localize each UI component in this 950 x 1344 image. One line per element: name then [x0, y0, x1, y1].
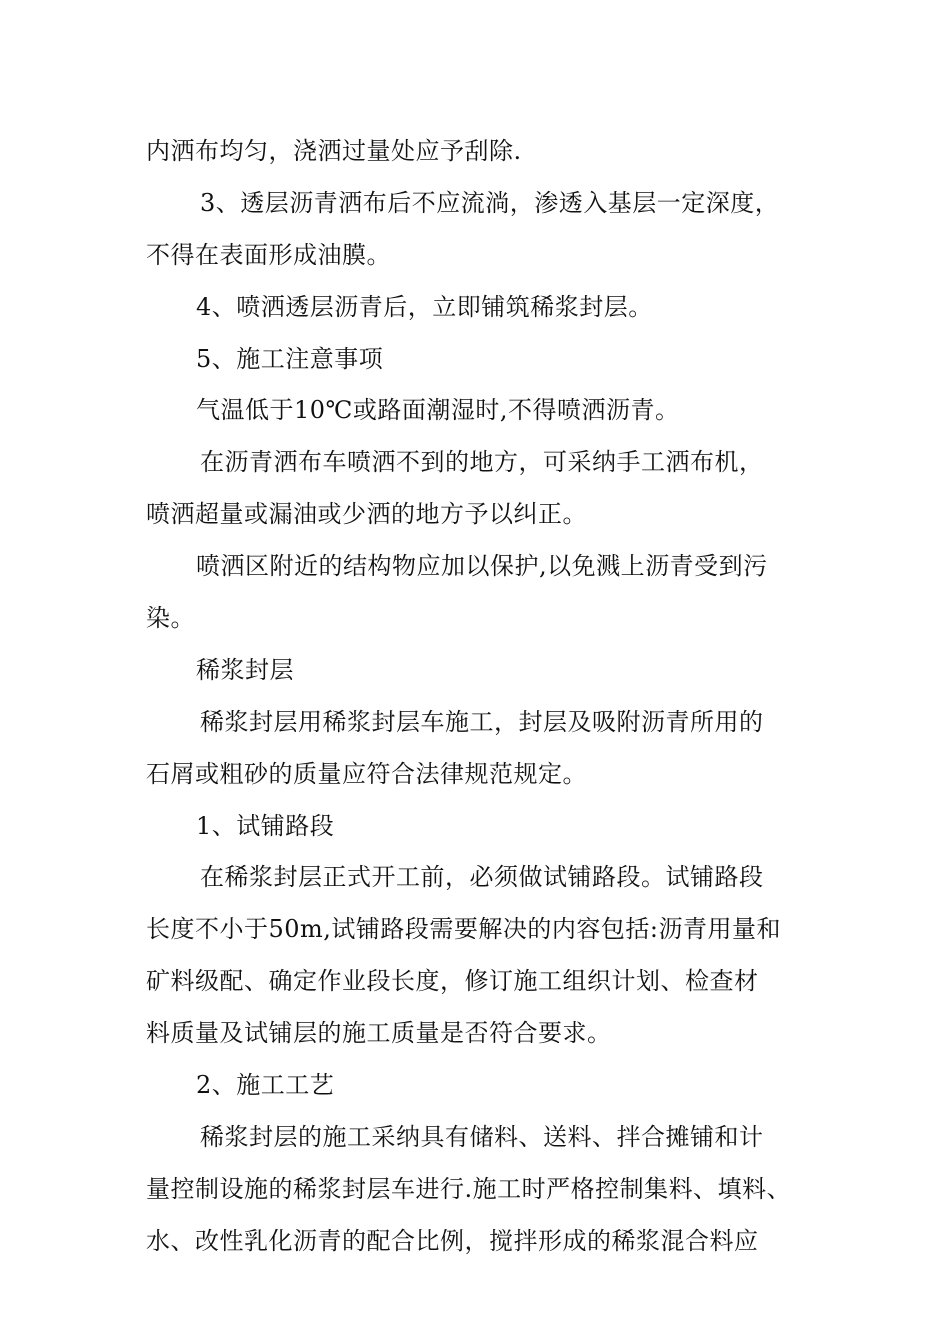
text-line: 4、喷洒透层沥青后，立即铺筑稀浆封层。 — [196, 292, 653, 321]
text-line: 稀浆封层用稀浆封层车施工，封层及吸附沥青所用的 — [200, 707, 764, 736]
text-line: 稀浆封层的施工采纳具有储料、送料、拌合摊铺和计 — [200, 1122, 764, 1151]
text-line: 在稀浆封层正式开工前，必须做试铺路段。试铺路段 — [200, 863, 764, 892]
text-line: 喷洒区附近的结构物应加以保护,以免溅上沥青受到污 — [196, 552, 768, 581]
section-heading: 1、试铺路段 — [196, 811, 335, 840]
text-line: 长度不小于50m,试铺路段需要解决的内容包括:沥青用量和 — [146, 915, 782, 944]
text-line: 在沥青洒布车喷洒不到的地方，可采纳手工洒布机， — [200, 448, 764, 477]
text-line: 不得在表面形成油膜。 — [146, 240, 391, 269]
text-line: 3、透层沥青洒布后不应流淌，渗透入基层一定深度， — [200, 188, 780, 217]
text-line: 量控制设施的稀浆封层车进行.施工时严格控制集料、填料、 — [146, 1174, 792, 1203]
text-line: 石屑或粗砂的质量应符合法律规范规定。 — [146, 759, 587, 788]
text-line: 染。 — [146, 604, 195, 633]
document-body — [146, 126, 836, 1268]
section-heading: 2、施工工艺 — [196, 1071, 335, 1100]
section-heading: 5、施工注意事项 — [196, 344, 384, 373]
text-line: 料质量及试铺层的施工质量是否符合要求。 — [146, 1019, 612, 1048]
text-line: 水、改性乳化沥青的配合比例，搅拌形成的稀浆混合料应 — [146, 1226, 759, 1255]
section-heading: 稀浆封层 — [196, 655, 294, 684]
text-line: 气温低于10℃或路面潮湿时,不得喷洒沥青。 — [196, 396, 680, 425]
text-line: 喷洒超量或漏油或少洒的地方予以纠正。 — [146, 500, 587, 529]
text-line: 内洒布均匀，浇洒过量处应予刮除. — [146, 137, 522, 165]
text-line: 矿料级配、确定作业段长度，修订施工组织计划、检查材 — [146, 967, 759, 996]
